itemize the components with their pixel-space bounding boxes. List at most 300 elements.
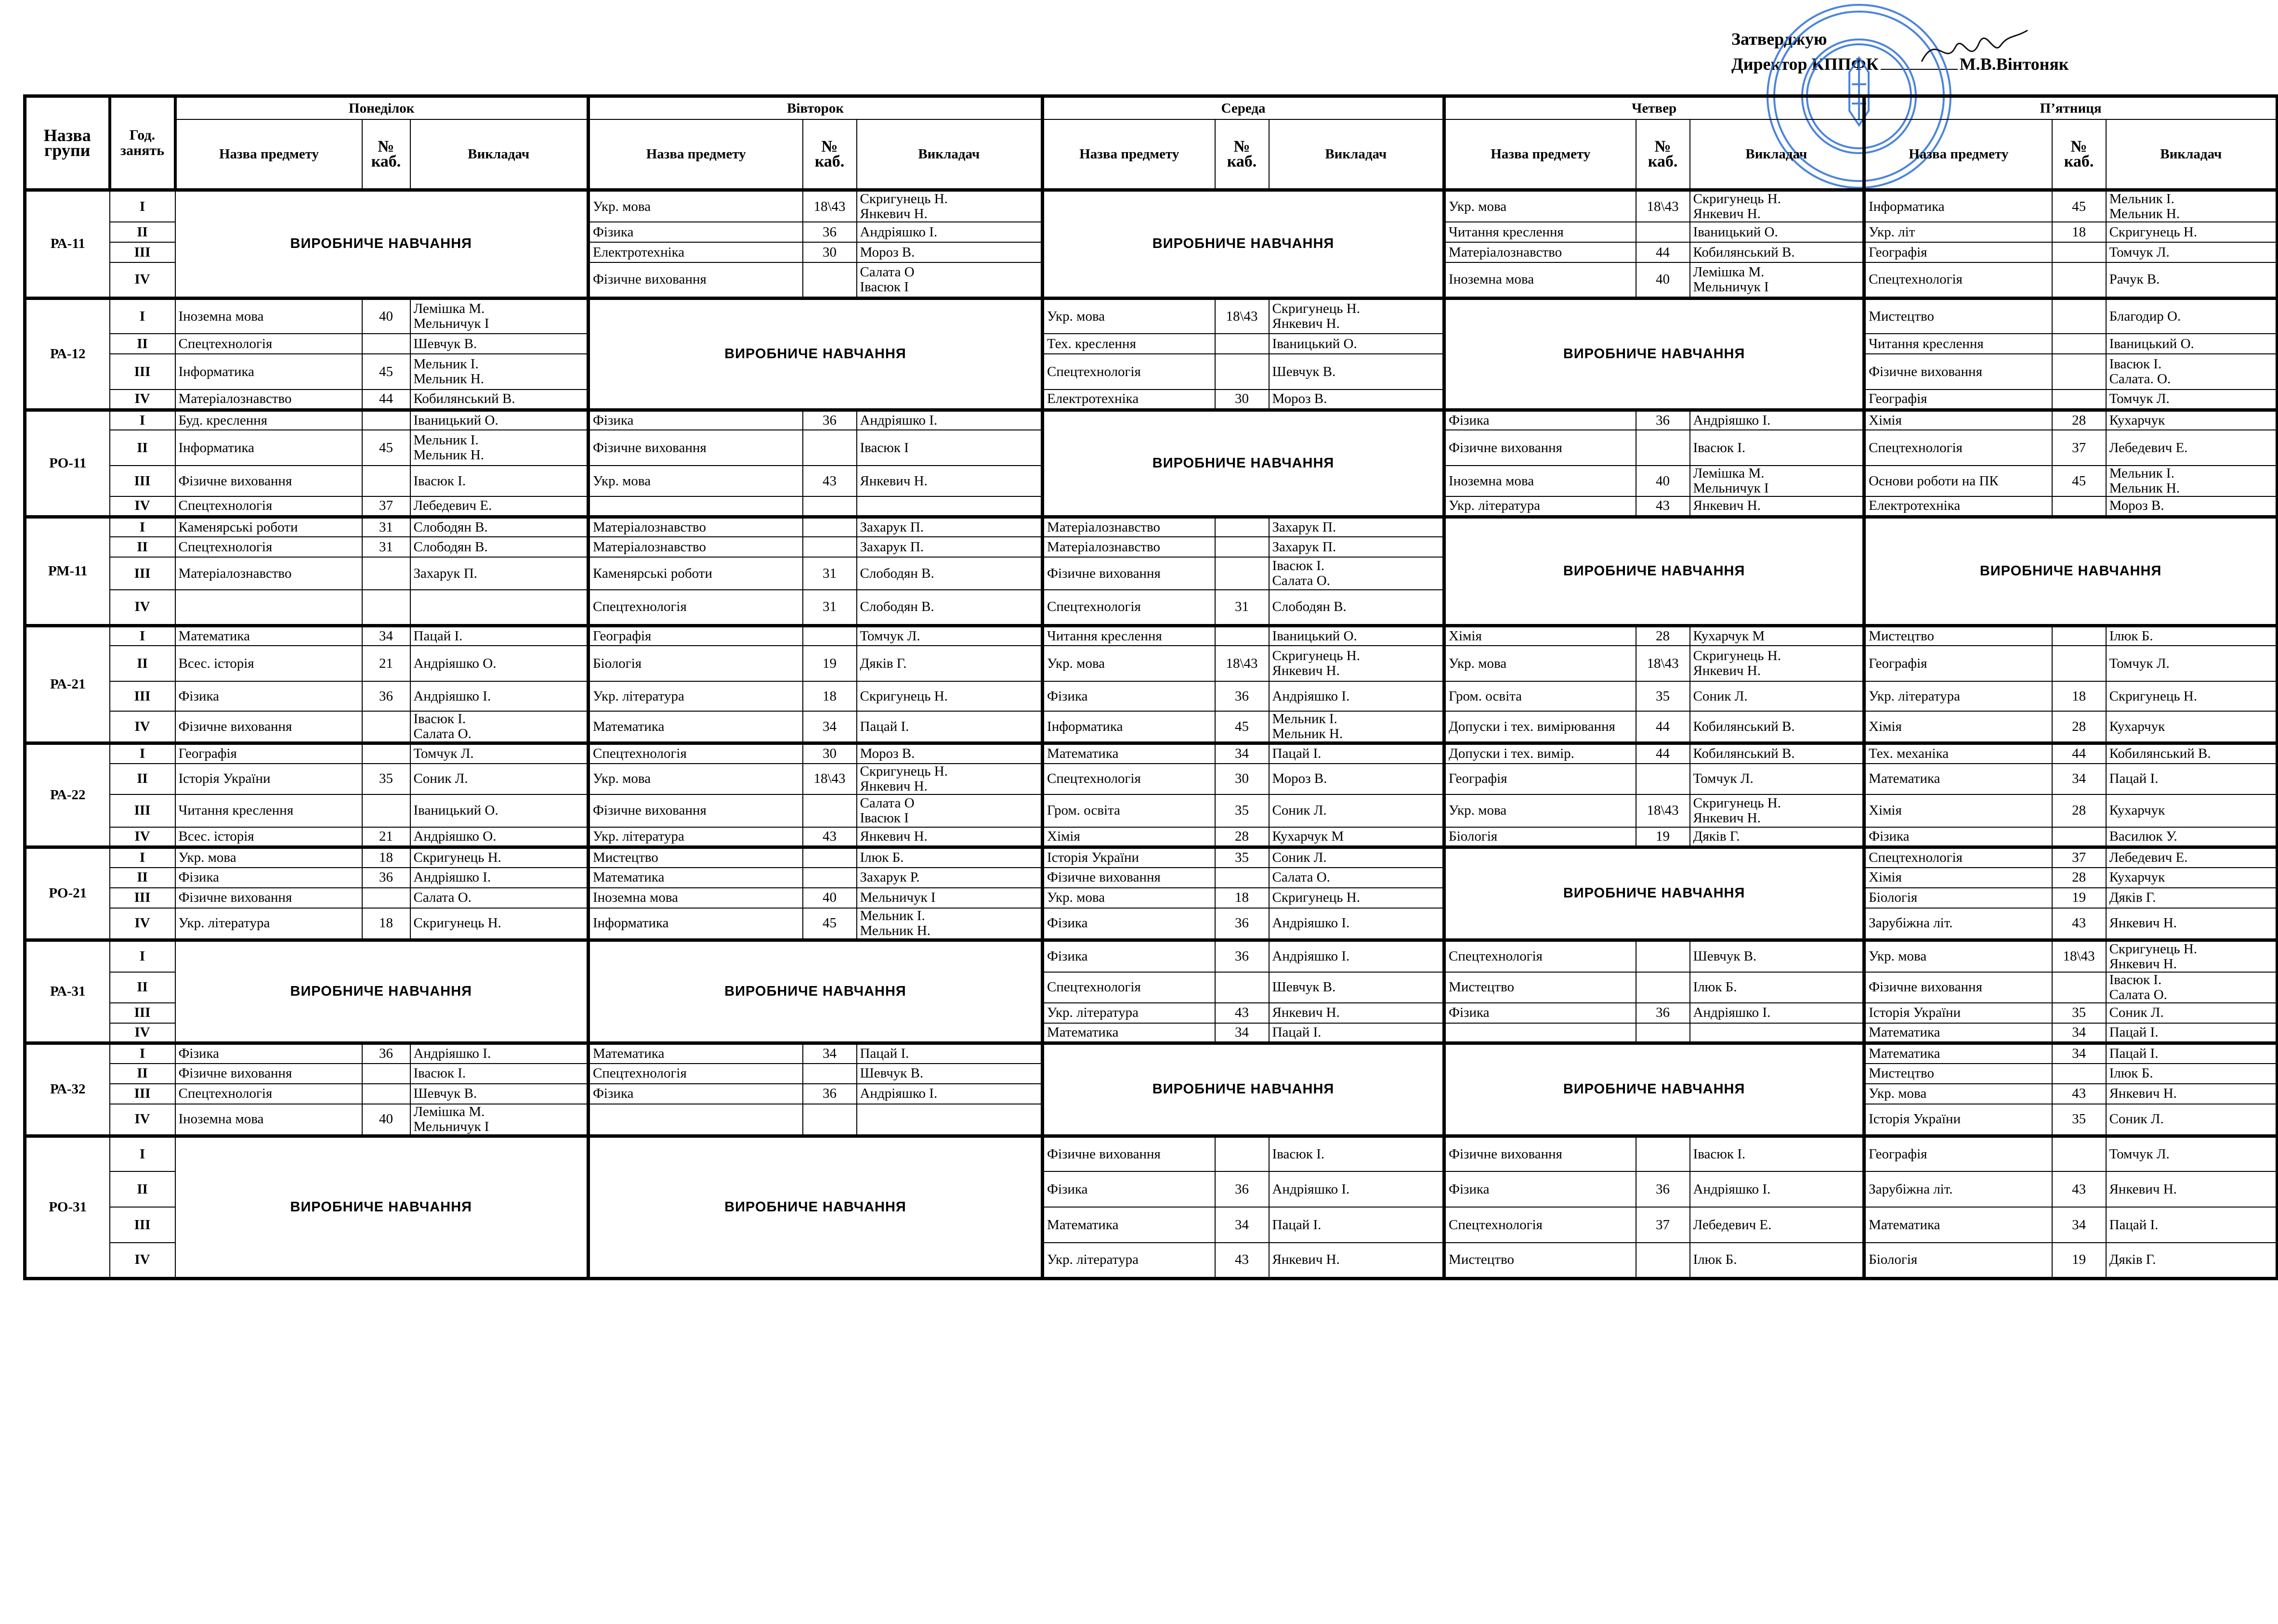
lesson-subject: Мистецтво <box>1864 1064 2052 1084</box>
lesson-room: 19 <box>2052 1243 2106 1278</box>
period-number: IV <box>110 390 175 410</box>
lesson-subject: Історія України <box>1864 1003 2052 1023</box>
lesson-room <box>1215 972 1269 1003</box>
lesson-teacher: Лебедевич Е. <box>1690 1207 1864 1243</box>
period-number: I <box>110 298 175 334</box>
period-number: II <box>110 764 175 794</box>
lesson-room <box>1215 1136 1269 1171</box>
lesson-subject: Спецтехнологія <box>589 743 803 764</box>
lesson-room <box>2052 1064 2106 1084</box>
lesson-subject: Фізика <box>1864 827 2052 847</box>
table-row <box>25 681 2278 711</box>
table-row <box>25 868 2278 888</box>
lesson-subject: Укр. мова <box>1444 794 1636 827</box>
lesson-subject: Фізика <box>1444 410 1636 430</box>
lesson-room: 19 <box>803 646 857 681</box>
lesson-teacher: Ілюк Б. <box>2106 625 2278 646</box>
lesson-subject: Зарубіжна літ. <box>1864 908 2052 940</box>
lesson-room <box>1215 557 1269 590</box>
schedule-body <box>25 190 2278 1279</box>
lesson-room: 36 <box>803 222 857 242</box>
lesson-teacher: Андріяшко І. <box>410 868 589 888</box>
period-number: IV <box>110 262 175 298</box>
lesson-room: 36 <box>362 868 410 888</box>
lesson-teacher <box>857 496 1043 517</box>
lesson-teacher: Слободян В. <box>1269 590 1444 625</box>
lesson-room: 35 <box>1636 681 1690 711</box>
lesson-teacher: Мельник І. Мельник Н. <box>2106 190 2278 222</box>
lesson-subject: Мистецтво <box>1864 298 2052 334</box>
lesson-room <box>803 1104 857 1136</box>
lesson-subject: Фізика <box>175 1043 362 1064</box>
lesson-subject: Електротехніка <box>589 242 803 262</box>
lesson-teacher: Захарук П. <box>857 517 1043 537</box>
lesson-subject: Спецтехнологія <box>589 590 803 625</box>
lesson-teacher: Рачук В. <box>2106 262 2278 298</box>
lesson-teacher: Захарук П. <box>1269 517 1444 537</box>
lesson-subject: Іноземна мова <box>1444 466 1636 496</box>
lesson-room: 31 <box>362 517 410 537</box>
lesson-room <box>362 888 410 908</box>
lesson-subject: Фізика <box>175 681 362 711</box>
lesson-room: 36 <box>803 1084 857 1104</box>
period-number: III <box>110 1084 175 1104</box>
lesson-room: 18 <box>362 847 410 868</box>
lesson-room: 31 <box>1215 590 1269 625</box>
period-number: II <box>110 334 175 354</box>
lesson-teacher: Лемішка М. Мельничук І <box>410 1104 589 1136</box>
lesson-subject: Фізичне виховання <box>1864 354 2052 390</box>
lesson-subject: Фізичне виховання <box>1444 430 1636 466</box>
lesson-teacher: Мельник І. Мельник Н. <box>410 354 589 390</box>
lesson-teacher: Мороз В. <box>1269 390 1444 410</box>
lesson-teacher: Андріяшко І. <box>410 681 589 711</box>
lesson-teacher: Кухарчук М <box>1269 827 1444 847</box>
period-number: I <box>110 625 175 646</box>
lesson-room <box>1636 1136 1690 1171</box>
room-column-header: № каб. <box>1215 119 1269 190</box>
period-number: II <box>110 222 175 242</box>
lesson-subject: Географія <box>1864 390 2052 410</box>
lesson-subject: Фізичне виховання <box>175 888 362 908</box>
lesson-subject: Математика <box>589 711 803 743</box>
period-number: III <box>110 557 175 590</box>
lesson-teacher: Івасюк І. Салата. О. <box>2106 354 2278 390</box>
lesson-subject: Гром. освіта <box>1043 794 1215 827</box>
lesson-teacher: Івасюк І <box>857 430 1043 466</box>
lesson-subject: Біологія <box>1864 1243 2052 1278</box>
lesson-room: 18\43 <box>1636 190 1690 222</box>
lesson-room <box>803 794 857 827</box>
lesson-subject <box>589 1104 803 1136</box>
teacher-column-header: Викладач <box>857 119 1043 190</box>
lesson-teacher: Андріяшко І. <box>1269 681 1444 711</box>
lesson-room: 40 <box>1636 262 1690 298</box>
lesson-room <box>2052 496 2106 517</box>
lesson-subject: Географія <box>1864 646 2052 681</box>
period-number: III <box>110 1207 175 1243</box>
lesson-room: 43 <box>2052 1171 2106 1207</box>
period-number: II <box>110 868 175 888</box>
lesson-subject: Фізичне виховання <box>589 262 803 298</box>
lesson-room: 44 <box>1636 711 1690 743</box>
lesson-teacher: Кобилянський В. <box>1690 743 1864 764</box>
lesson-teacher: Іваницький О. <box>410 410 589 430</box>
lesson-subject: Спецтехнологія <box>1864 847 2052 868</box>
lesson-subject: Інформатика <box>175 430 362 466</box>
lesson-teacher: Іваницький О. <box>1690 222 1864 242</box>
lesson-teacher: Томчук Л. <box>410 743 589 764</box>
lesson-teacher: Іваницький О. <box>410 794 589 827</box>
lesson-subject: Тех. механіка <box>1864 743 2052 764</box>
lesson-teacher: Шевчук В. <box>410 334 589 354</box>
lesson-subject: Укр. мова <box>1864 940 2052 972</box>
subject-column-header: Назва предмету <box>589 119 803 190</box>
lesson-teacher: Скригунець Н. Янкевич Н. <box>1690 646 1864 681</box>
lesson-room: 40 <box>803 888 857 908</box>
lesson-subject: Спецтехнологія <box>1043 972 1215 1003</box>
lesson-subject: Фізика <box>1444 1171 1636 1207</box>
lesson-subject: Спецтехнологія <box>589 1064 803 1084</box>
lesson-room <box>803 496 857 517</box>
lesson-teacher: Лебедевич Е. <box>2106 847 2278 868</box>
lesson-subject: Математика <box>589 868 803 888</box>
lesson-teacher: Шевчук В. <box>857 1064 1043 1084</box>
lesson-subject: Спецтехнологія <box>175 496 362 517</box>
lesson-subject: Хімія <box>1864 711 2052 743</box>
lesson-teacher: Мельник І. Мельник Н. <box>857 908 1043 940</box>
lesson-teacher: Кобилянський В. <box>410 390 589 410</box>
group-name: РО-11 <box>25 410 110 517</box>
table-row <box>25 764 2278 794</box>
lesson-teacher: Дяків Г. <box>1690 827 1864 847</box>
lesson-teacher: Іваницький О. <box>1269 334 1444 354</box>
lesson-teacher: Іваницький О. <box>1269 625 1444 646</box>
lesson-subject: Математика <box>1864 1207 2052 1243</box>
lesson-room: 35 <box>2052 1003 2106 1023</box>
lesson-subject: Фізика <box>1043 681 1215 711</box>
period-number: IV <box>110 711 175 743</box>
lesson-teacher: Скригунець Н. Янкевич Н. <box>857 190 1043 222</box>
lesson-subject: Географія <box>1864 1136 2052 1171</box>
lesson-room: 30 <box>1215 390 1269 410</box>
lesson-subject: Тех. креслення <box>1043 334 1215 354</box>
lesson-subject: Математика <box>175 625 362 646</box>
lesson-room <box>1636 972 1690 1003</box>
lesson-room: 45 <box>803 908 857 940</box>
lesson-room: 34 <box>1215 743 1269 764</box>
lesson-room: 18\43 <box>803 190 857 222</box>
lesson-room: 45 <box>2052 466 2106 496</box>
lesson-room: 40 <box>1636 466 1690 496</box>
lesson-room: 35 <box>1215 794 1269 827</box>
group-name: РМ-11 <box>25 517 110 625</box>
lesson-room <box>2052 972 2106 1003</box>
lesson-room: 28 <box>2052 711 2106 743</box>
lesson-room <box>1215 537 1269 557</box>
production-training-cell: ВИРОБНИЧЕ НАВЧАННЯ <box>1444 298 1864 410</box>
lesson-subject: Укр. література <box>175 908 362 940</box>
lesson-teacher: Янкевич Н. <box>2106 1084 2278 1104</box>
lesson-room <box>362 466 410 496</box>
period-number: I <box>110 847 175 868</box>
lesson-teacher: Мельничук І <box>857 888 1043 908</box>
lesson-room: 37 <box>2052 847 2106 868</box>
table-row <box>25 298 2278 334</box>
lesson-room <box>1636 940 1690 972</box>
lesson-room: 36 <box>362 681 410 711</box>
lesson-teacher: Скригунець Н. <box>857 681 1043 711</box>
production-training-cell: ВИРОБНИЧЕ НАВЧАННЯ <box>1864 517 2278 625</box>
lesson-teacher: Скригунець Н. Янкевич Н. <box>1269 646 1444 681</box>
lesson-room: 45 <box>1215 711 1269 743</box>
lesson-teacher: Янкевич Н. <box>1269 1003 1444 1023</box>
lesson-room: 45 <box>2052 190 2106 222</box>
lesson-room: 18\43 <box>1636 646 1690 681</box>
lesson-subject: Спецтехнологія <box>175 1084 362 1104</box>
room-column-header: № каб. <box>1636 119 1690 190</box>
production-training-cell: ВИРОБНИЧЕ НАВЧАННЯ <box>1043 1043 1444 1136</box>
lesson-room: 34 <box>2052 1023 2106 1043</box>
production-training-cell: ВИРОБНИЧЕ НАВЧАННЯ <box>589 940 1043 1043</box>
lesson-teacher: Лебедевич Е. <box>2106 430 2278 466</box>
lesson-subject: Фізика <box>1043 1171 1215 1207</box>
lesson-room: 44 <box>1636 743 1690 764</box>
period-column-header: Год. занять <box>110 96 175 190</box>
lesson-room: 19 <box>1636 827 1690 847</box>
lesson-teacher: Скригунець Н. <box>1269 888 1444 908</box>
lesson-teacher: Лебедевич Е. <box>410 496 589 517</box>
lesson-teacher: Андріяшко І. <box>857 1084 1043 1104</box>
lesson-teacher: Мельник І. Мельник Н. <box>1269 711 1444 743</box>
lesson-teacher: Ілюк Б. <box>1690 972 1864 1003</box>
day-header: Середа <box>1043 96 1444 120</box>
lesson-room <box>1636 764 1690 794</box>
lesson-teacher: Томчук Л. <box>2106 646 2278 681</box>
lesson-teacher: Слободян В. <box>410 537 589 557</box>
lesson-room: 37 <box>1636 1207 1690 1243</box>
lesson-teacher: Слободян В. <box>857 557 1043 590</box>
lesson-room: 36 <box>1215 681 1269 711</box>
lesson-room: 34 <box>2052 764 2106 794</box>
lesson-subject: Спецтехнологія <box>1864 430 2052 466</box>
lesson-room <box>803 847 857 868</box>
lesson-teacher: Андріяшко І. <box>1690 1171 1864 1207</box>
period-number: I <box>110 940 175 972</box>
lesson-subject: Спецтехнологія <box>175 537 362 557</box>
lesson-subject: Фізика <box>175 868 362 888</box>
lesson-teacher: Лемішка М. Мельничук І <box>1690 262 1864 298</box>
lesson-teacher: Янкевич Н. <box>857 466 1043 496</box>
lesson-teacher: Андріяшко І. <box>410 1043 589 1064</box>
table-row <box>25 1136 2278 1171</box>
lesson-room <box>362 1064 410 1084</box>
lesson-subject: Буд. креслення <box>175 410 362 430</box>
table-row <box>25 517 2278 537</box>
lesson-teacher: Мельник І. Мельник Н. <box>2106 466 2278 496</box>
subject-column-header: Назва предмету <box>1444 119 1636 190</box>
lesson-room: 35 <box>2052 1104 2106 1136</box>
lesson-subject: Читання креслення <box>1864 334 2052 354</box>
lesson-subject: Мистецтво <box>589 847 803 868</box>
subject-column-header: Назва предмету <box>1043 119 1215 190</box>
lesson-subject: Укр. мова <box>589 190 803 222</box>
lesson-teacher: Скригунець Н. <box>2106 681 2278 711</box>
lesson-teacher: Томчук Л. <box>1690 764 1864 794</box>
lesson-subject: Зарубіжна літ. <box>1864 1171 2052 1207</box>
lesson-room <box>803 868 857 888</box>
lesson-room: 34 <box>2052 1207 2106 1243</box>
period-number: IV <box>110 908 175 940</box>
lesson-subject: Фізичне виховання <box>1043 1136 1215 1171</box>
lesson-room: 30 <box>803 743 857 764</box>
lesson-teacher: Скригунець Н. Янкевич Н. <box>1269 298 1444 334</box>
lesson-teacher: Соник Л. <box>2106 1003 2278 1023</box>
director-name: М.В.Вінтоняк <box>1959 54 2069 74</box>
lesson-room <box>803 517 857 537</box>
lesson-subject: Укр. мова <box>1043 298 1215 334</box>
lesson-room <box>1215 334 1269 354</box>
lesson-teacher: Соник Л. <box>1269 847 1444 868</box>
lesson-room: 34 <box>803 1043 857 1064</box>
lesson-room <box>1215 625 1269 646</box>
room-column-header: № каб. <box>803 119 857 190</box>
period-number: III <box>110 1003 175 1023</box>
production-training-cell: ВИРОБНИЧЕ НАВЧАННЯ <box>175 190 589 299</box>
period-number: III <box>110 242 175 262</box>
lesson-subject: Іноземна мова <box>1444 262 1636 298</box>
lesson-subject: Основи роботи на ПК <box>1864 466 2052 496</box>
lesson-subject: Фізичне виховання <box>589 794 803 827</box>
lesson-subject: Укр. мова <box>1864 1084 2052 1104</box>
room-column-header: № каб. <box>2052 119 2106 190</box>
lesson-teacher: Андріяшко І. <box>1690 410 1864 430</box>
lesson-subject: Спецтехнологія <box>175 334 362 354</box>
lesson-teacher: Андріяшко І. <box>857 410 1043 430</box>
lesson-teacher: Пацай І. <box>857 1043 1043 1064</box>
table-row <box>25 1043 2278 1064</box>
teacher-column-header: Викладач <box>2106 119 2278 190</box>
lesson-room: 36 <box>803 410 857 430</box>
lesson-subject: Фізичне виховання <box>1043 557 1215 590</box>
lesson-teacher: Івасюк І. <box>1690 1136 1864 1171</box>
production-training-cell: ВИРОБНИЧЕ НАВЧАННЯ <box>1043 410 1444 517</box>
period-number: II <box>110 537 175 557</box>
lesson-subject: Фізичне виховання <box>589 430 803 466</box>
lesson-room: 18\43 <box>1215 646 1269 681</box>
lesson-subject: Укр. мова <box>589 466 803 496</box>
lesson-teacher: Янкевич Н. <box>1269 1243 1444 1278</box>
lesson-teacher: Слободян В. <box>857 590 1043 625</box>
lesson-subject: Укр. мова <box>1444 646 1636 681</box>
lesson-subject: Історія України <box>1043 847 1215 868</box>
lesson-subject: Укр. літ <box>1864 222 2052 242</box>
lesson-subject: Допуски і тех. вимірювання <box>1444 711 1636 743</box>
lesson-teacher: Ілюк Б. <box>857 847 1043 868</box>
lesson-teacher: Скригунець Н. Янкевич Н. <box>857 764 1043 794</box>
period-number: I <box>110 190 175 222</box>
lesson-room: 36 <box>1636 1171 1690 1207</box>
lesson-subject: Укр. мова <box>1043 646 1215 681</box>
lesson-room: 37 <box>2052 430 2106 466</box>
lesson-teacher: Василюк У. <box>2106 827 2278 847</box>
lesson-room: 31 <box>803 590 857 625</box>
group-name: РА-21 <box>25 625 110 743</box>
lesson-room: 28 <box>1215 827 1269 847</box>
period-number: III <box>110 681 175 711</box>
lesson-subject: Географія <box>589 625 803 646</box>
lesson-room <box>362 794 410 827</box>
lesson-room <box>2052 390 2106 410</box>
lesson-room: 30 <box>1215 764 1269 794</box>
lesson-subject: Географія <box>1864 242 2052 262</box>
period-number: IV <box>110 1104 175 1136</box>
table-row <box>25 743 2278 764</box>
lesson-subject: Біологія <box>589 646 803 681</box>
lesson-teacher: Андріяшко І. <box>1269 908 1444 940</box>
lesson-room: 36 <box>1636 1003 1690 1023</box>
lesson-subject: Хімія <box>1864 868 2052 888</box>
lesson-room <box>362 590 410 625</box>
approval-title: Затверджую <box>1731 29 1827 49</box>
lesson-subject: Іноземна мова <box>175 1104 362 1136</box>
teacher-column-header: Викладач <box>410 119 589 190</box>
column-header-row <box>25 119 2278 190</box>
lesson-teacher: Шевчук В. <box>1690 940 1864 972</box>
lesson-teacher: Пацай І. <box>2106 1207 2278 1243</box>
lesson-teacher: Томчук Л. <box>2106 390 2278 410</box>
subject-column-header: Назва предмету <box>175 119 362 190</box>
lesson-room: 43 <box>1636 496 1690 517</box>
lesson-room: 34 <box>1215 1207 1269 1243</box>
lesson-subject: Фізика <box>589 1084 803 1104</box>
lesson-room: 19 <box>2052 888 2106 908</box>
lesson-subject: Математика <box>1864 1043 2052 1064</box>
day-header-row <box>25 96 2278 120</box>
lesson-teacher: Пацай І. <box>2106 764 2278 794</box>
period-number: IV <box>110 827 175 847</box>
lesson-teacher: Пацай І. <box>1269 1207 1444 1243</box>
period-number: III <box>110 888 175 908</box>
subject-column-header: Назва предмету <box>1864 119 2052 190</box>
production-training-cell: ВИРОБНИЧЕ НАВЧАННЯ <box>1444 517 1864 625</box>
lesson-teacher: Мороз В. <box>1269 764 1444 794</box>
lesson-room: 36 <box>1636 410 1690 430</box>
lesson-room <box>362 410 410 430</box>
lesson-room <box>2052 625 2106 646</box>
lesson-teacher: Янкевич Н. <box>2106 1171 2278 1207</box>
lesson-subject <box>589 496 803 517</box>
lesson-room: 37 <box>362 496 410 517</box>
table-row <box>25 711 2278 743</box>
table-row <box>25 334 2278 354</box>
production-training-cell: ВИРОБНИЧЕ НАВЧАННЯ <box>1444 847 1864 940</box>
lesson-subject: Біологія <box>1864 888 2052 908</box>
lesson-subject: Гром. освіта <box>1444 681 1636 711</box>
table-row <box>25 646 2278 681</box>
lesson-teacher: Янкевич Н. <box>2106 908 2278 940</box>
group-name: РА-22 <box>25 743 110 847</box>
lesson-teacher: Благодир О. <box>2106 298 2278 334</box>
lesson-subject: Фізичне виховання <box>1444 1136 1636 1171</box>
lesson-room: 18 <box>2052 222 2106 242</box>
period-number: IV <box>110 590 175 625</box>
table-row <box>25 847 2278 868</box>
schedule-table <box>23 94 2278 1280</box>
lesson-room: 18 <box>2052 681 2106 711</box>
lesson-room <box>2052 262 2106 298</box>
lesson-teacher: Івасюк І. <box>410 466 589 496</box>
